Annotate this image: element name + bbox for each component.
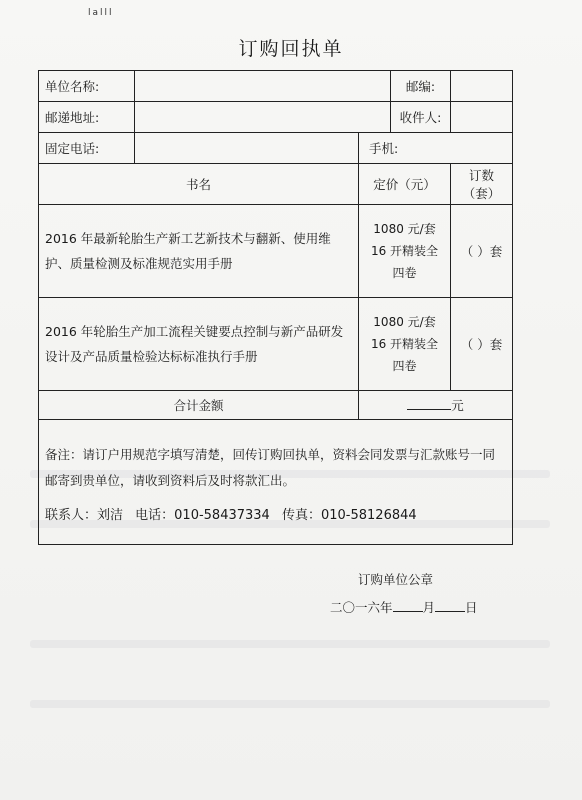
unit-name-field[interactable]	[135, 71, 391, 102]
note-text: 备注：请订户用规范字填写清楚，回传订购回执单，资料会同发票与汇款账号一同邮寄到贵单位，请收到资料后及时将款汇出。	[45, 446, 496, 488]
date-day: 日	[465, 600, 478, 615]
book-qty[interactable]: （ ）套	[451, 205, 513, 298]
contact-line	[45, 504, 506, 523]
table-row	[39, 205, 513, 298]
col-qty: 订数（套）	[451, 164, 513, 205]
postcode-label: 邮编:	[391, 71, 451, 102]
book-title: 2016 年最新轮胎生产新工艺新技术与翻新、使用维护、质量检测及标准规范实用手册	[39, 205, 359, 298]
day-blank	[435, 599, 465, 612]
col-price: 定价（元）	[359, 164, 451, 205]
phone-label: 固定电话:	[39, 133, 135, 164]
total-unit: 元	[451, 398, 464, 413]
total-label: 合计金额	[39, 391, 359, 420]
book-format: 16 开精装全四卷	[370, 337, 439, 373]
contact-person: 联系人：刘洁	[45, 507, 124, 523]
date-line[interactable]	[330, 598, 478, 616]
table-header	[39, 164, 513, 205]
contact-tel: 电话：010-58437334	[135, 507, 270, 523]
bleed-through	[30, 700, 550, 708]
order-form	[38, 70, 513, 545]
postcode-field[interactable]	[451, 71, 513, 102]
book-qty[interactable]: （ ）套	[451, 298, 513, 391]
total-field[interactable]	[359, 391, 513, 420]
book-price: 1080 元/套	[373, 315, 436, 329]
book-price-cell	[359, 298, 451, 391]
mobile-cell[interactable]	[359, 133, 513, 164]
phone-row	[39, 133, 513, 164]
date-year: 二〇一六年	[330, 600, 393, 615]
address-label: 邮递地址:	[39, 102, 135, 133]
bleed-through	[30, 640, 550, 648]
note-cell	[39, 420, 513, 545]
book-price-cell	[359, 205, 451, 298]
book-format: 16 开精装全四卷	[370, 244, 439, 280]
date-month: 月	[422, 600, 436, 615]
stamp-label: 订购单位公章	[358, 572, 434, 587]
month-blank	[393, 599, 423, 612]
unit-row	[39, 71, 513, 102]
address-field[interactable]	[135, 102, 391, 133]
book-title: 2016 年轮胎生产加工流程关键要点控制与新产品研发设计及产品质量检验达标标准执行手册	[39, 298, 359, 391]
table-row	[39, 298, 513, 391]
phone-field[interactable]	[135, 133, 359, 164]
recipient-label: 收件人:	[391, 102, 451, 133]
mobile-label: 手机:	[369, 141, 399, 156]
unit-name-label: 单位名称:	[39, 71, 135, 102]
contact-fax: 传真：010-58126844	[281, 507, 417, 523]
address-row	[39, 102, 513, 133]
book-price: 1080 元/套	[373, 222, 436, 236]
total-row	[39, 391, 513, 420]
page-title: 订购回执单	[238, 38, 344, 60]
recipient-field[interactable]	[451, 102, 513, 133]
total-blank	[407, 397, 451, 410]
col-book: 书名	[39, 164, 359, 205]
header-mark: lalll	[88, 8, 114, 18]
note-row	[39, 420, 513, 545]
